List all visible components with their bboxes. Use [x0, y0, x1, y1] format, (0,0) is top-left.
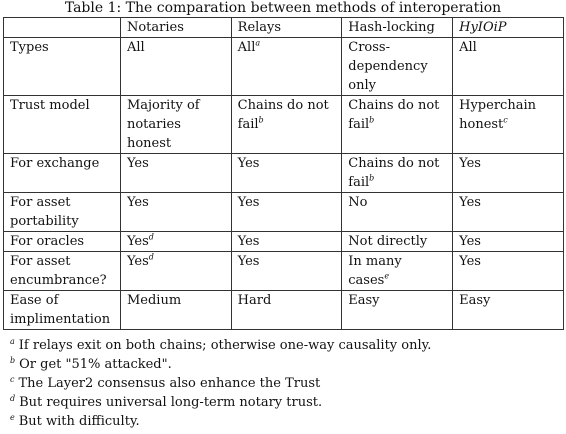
footnote — [10, 374, 431, 393]
table-row — [4, 96, 564, 154]
cell-text: Cross-dependency only — [348, 40, 428, 93]
footnote-mark: e — [384, 271, 390, 281]
table-caption: Table 1: The comparation between methods of interoperation — [64, 0, 502, 16]
table-cell — [120, 291, 231, 330]
table-cell — [120, 232, 231, 252]
footnote-mark: d — [10, 393, 16, 403]
table-row — [4, 193, 564, 232]
footnote-mark: b — [258, 115, 264, 125]
cell-text: Yes — [459, 234, 481, 249]
footnote — [10, 412, 431, 431]
footnotes — [10, 336, 431, 431]
row-label-text: Types — [10, 40, 49, 55]
cell-text: No — [348, 195, 368, 210]
cell-text: Chains do not fail — [237, 98, 329, 132]
cell-text: Majority of notaries honest — [126, 98, 200, 151]
header-notaries: Notaries — [120, 18, 231, 38]
cell-text: Yes — [237, 234, 260, 249]
footnote-text: But with difficulty. — [18, 414, 140, 429]
cell-text: Not directly — [348, 234, 428, 249]
cell-text: Yes — [237, 195, 260, 210]
row-label — [4, 232, 121, 252]
header-corner — [4, 18, 121, 38]
footnote — [10, 355, 431, 374]
table-cell — [231, 96, 342, 154]
footnote-mark: b — [10, 355, 16, 365]
cell-text: Yes — [126, 254, 149, 269]
cell-text: Medium — [126, 293, 182, 308]
row-label — [4, 154, 121, 193]
row-label-text: For oracles — [10, 234, 85, 249]
table-cell — [453, 291, 564, 330]
cell-text: Yes — [459, 195, 481, 210]
cell-text: Chains do not fail — [348, 98, 440, 132]
cell-text: Yes — [237, 254, 260, 269]
header-row — [4, 18, 564, 38]
cell-text: All — [237, 40, 256, 55]
cell-text: Chains do not fail — [348, 156, 440, 190]
row-label — [4, 252, 121, 291]
table-cell — [453, 252, 564, 291]
footnote-text: But requires universal long-term notary trust. — [19, 395, 323, 410]
table-cell — [342, 154, 453, 193]
table-cell — [231, 193, 342, 232]
table-row — [4, 291, 564, 330]
table-cell — [342, 96, 453, 154]
footnote-text: If relays exit on both chains; otherwise one-way causality only. — [18, 338, 432, 353]
row-label — [4, 38, 121, 96]
table-row — [4, 38, 564, 96]
table-cell — [342, 38, 453, 96]
cell-text: All — [126, 40, 145, 55]
table-cell — [453, 193, 564, 232]
footnote-mark: a — [255, 38, 261, 48]
table-cell — [231, 291, 342, 330]
footnote — [10, 336, 431, 355]
row-label-text: Trust model — [10, 98, 90, 113]
cell-text: Yes — [126, 156, 149, 171]
table-cell — [120, 96, 231, 154]
header-hyioip: HyIOiP — [453, 18, 564, 38]
table-cell — [231, 38, 342, 96]
row-label-text: For exchange — [10, 156, 100, 171]
cell-text: Hyperchain honest — [459, 98, 536, 132]
cell-text: All — [459, 40, 477, 55]
row-label — [4, 96, 121, 154]
cell-text: In many cases — [348, 254, 402, 288]
cell-text: Hard — [237, 293, 272, 308]
cell-text: Yes — [459, 156, 481, 171]
footnote-mark: a — [10, 336, 15, 346]
footnote-mark: b — [369, 173, 375, 183]
row-label — [4, 291, 121, 330]
table-cell — [453, 232, 564, 252]
header-hash-locking: Hash-locking — [342, 18, 453, 38]
footnote-mark: b — [369, 115, 375, 125]
footnote-mark: d — [148, 232, 154, 242]
cell-text: Yes — [237, 156, 260, 171]
table-row — [4, 232, 564, 252]
cell-text: Yes — [126, 195, 149, 210]
table-cell — [342, 193, 453, 232]
cell-text: Yes — [459, 254, 481, 269]
cell-text: Yes — [126, 234, 149, 249]
footnote-mark: c — [503, 115, 508, 125]
row-label — [4, 193, 121, 232]
row-label-text: For asset portability — [10, 195, 79, 229]
table-body — [4, 38, 564, 330]
header-relays: Relays — [231, 18, 342, 38]
footnote-mark: e — [10, 412, 15, 422]
table-cell — [453, 96, 564, 154]
table-cell — [453, 154, 564, 193]
footnote — [10, 393, 431, 412]
table-cell — [342, 252, 453, 291]
row-label-text: Ease of implimentation — [10, 293, 111, 327]
footnote-text: Or get "51% attacked". — [19, 357, 172, 372]
footnote-text: The Layer2 consensus also enhance the Trust — [18, 376, 321, 391]
footnote-mark: d — [148, 252, 154, 262]
cell-text: Easy — [459, 293, 491, 308]
table-cell — [120, 154, 231, 193]
table-cell — [120, 38, 231, 96]
table-row — [4, 252, 564, 291]
table-cell — [231, 252, 342, 291]
row-label-text: For asset encumbrance? — [10, 254, 107, 288]
table-row — [4, 154, 564, 193]
footnote-mark: c — [10, 374, 15, 384]
table-cell — [120, 252, 231, 291]
table-cell — [231, 232, 342, 252]
cell-text: Easy — [348, 293, 380, 308]
table-cell — [120, 193, 231, 232]
comparison-table — [3, 17, 564, 330]
table-cell — [342, 291, 453, 330]
table-cell — [453, 38, 564, 96]
table-cell — [231, 154, 342, 193]
table-cell — [342, 232, 453, 252]
